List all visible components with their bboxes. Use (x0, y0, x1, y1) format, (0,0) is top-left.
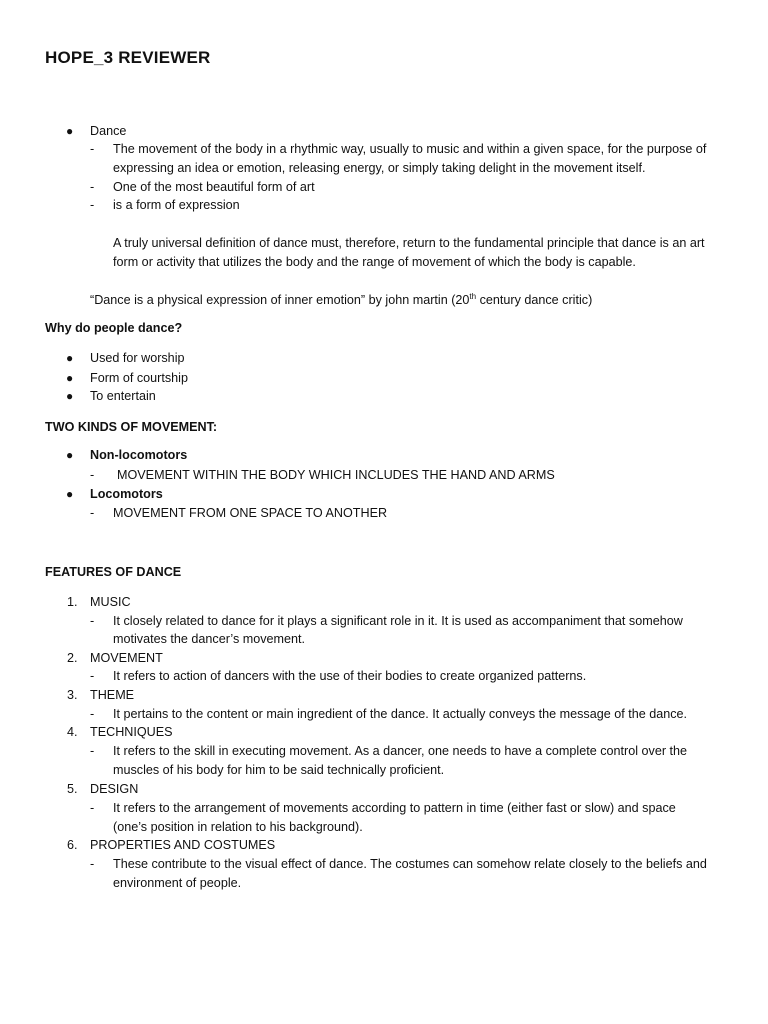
dash-marker: - (90, 744, 95, 758)
dash-marker: - (90, 669, 95, 683)
feature-desc-line2: muscles of his body for him to be said technically proficient. (113, 763, 445, 777)
why-item: To entertain (90, 389, 156, 403)
feature-name: PROPERTIES AND COSTUMES (90, 838, 276, 852)
movement-heading: TWO KINDS OF MOVEMENT: (45, 420, 218, 434)
feature-name: DESIGN (90, 782, 139, 796)
why-item: Used for worship (90, 351, 185, 365)
dance-quote-sup: th (469, 291, 477, 301)
feature-desc-line1: It closely related to dance for it plays a significant role in it. It is used as accompaniment that somehow (113, 614, 683, 628)
dance-quote (90, 291, 592, 309)
bullet-dot: ● (66, 487, 74, 501)
dance-term: Dance (90, 124, 127, 138)
dance-def1-line1: The movement of the body in a rhythmic way, usually to music and within a given space, for the purpose of (113, 142, 707, 156)
dash-marker: - (90, 180, 95, 194)
movement-nonloco-desc: MOVEMENT WITHIN THE BODY WHICH INCLUDES THE HAND AND ARMS (117, 468, 555, 482)
dance-def1-line2: expressing an idea or emotion, releasing energy, or simply taking delight in the movement itself. (113, 161, 646, 175)
feature-desc-line2: (one’s position in relation to his background). (113, 820, 363, 834)
bullet-dot: ● (66, 448, 74, 462)
dance-quote-main: “Dance is a physical expression of inner emotion” by john martin (20 (90, 293, 470, 307)
movement-loco: Locomotors (90, 487, 163, 501)
feature-desc-line1: It refers to action of dancers with the use of their bodies to create organized patterns. (113, 669, 587, 683)
dance-def3: is a form of expression (113, 198, 240, 212)
document-title: HOPE_3 REVIEWER (45, 48, 211, 67)
dash-marker: - (90, 801, 95, 815)
movement-loco-desc: MOVEMENT FROM ONE SPACE TO ANOTHER (113, 506, 388, 520)
feature-desc-line1: It pertains to the content or main ingredient of the dance. It actually conveys the message of the dance. (113, 707, 688, 721)
dance-def2: One of the most beautiful form of art (113, 180, 315, 194)
why-heading: Why do people dance? (45, 321, 183, 335)
dance-paragraph-line2: form or activity that utilizes the body and the range of movement of which the body is capable. (113, 255, 636, 269)
bullet-dot: ● (66, 124, 74, 138)
dash-marker: - (90, 707, 95, 721)
feature-number: 4. (67, 725, 78, 739)
movement-nonloco: Non-locomotors (90, 448, 188, 462)
dash-marker: - (90, 506, 95, 520)
dance-paragraph-line1: A truly universal definition of dance must, therefore, return to the fundamental principle that dance is an art (113, 236, 705, 250)
feature-name: THEME (90, 688, 135, 702)
feature-desc-line1: It refers to the arrangement of movements according to pattern in time (either fast or slow) and space (113, 801, 676, 815)
feature-desc-line1: These contribute to the visual effect of dance. The costumes can somehow relate closely to the beliefs and (113, 857, 707, 871)
feature-name: MOVEMENT (90, 651, 163, 665)
dash-marker: - (90, 857, 95, 871)
feature-desc-line2: environment of people. (113, 876, 242, 890)
dash-marker: - (90, 614, 95, 628)
why-item: Form of courtship (90, 371, 188, 385)
feature-number: 2. (67, 651, 78, 665)
dash-marker: - (90, 468, 95, 482)
feature-desc-line2: motivates the dancer’s movement. (113, 632, 306, 646)
feature-number: 6. (67, 838, 78, 852)
feature-number: 1. (67, 595, 78, 609)
bullet-dot: ● (66, 371, 74, 385)
feature-name: MUSIC (90, 595, 131, 609)
bullet-dot: ● (66, 389, 74, 403)
bullet-dot: ● (66, 351, 74, 365)
feature-number: 5. (67, 782, 78, 796)
dance-quote-end: century dance critic) (476, 293, 593, 307)
feature-name: TECHNIQUES (90, 725, 173, 739)
dash-marker: - (90, 142, 95, 156)
feature-desc-line1: It refers to the skill in executing movement. As a dancer, one needs to have a complete control over the (113, 744, 688, 758)
feature-number: 3. (67, 688, 78, 702)
features-heading: FEATURES OF DANCE (45, 565, 182, 579)
dash-marker: - (90, 198, 95, 212)
